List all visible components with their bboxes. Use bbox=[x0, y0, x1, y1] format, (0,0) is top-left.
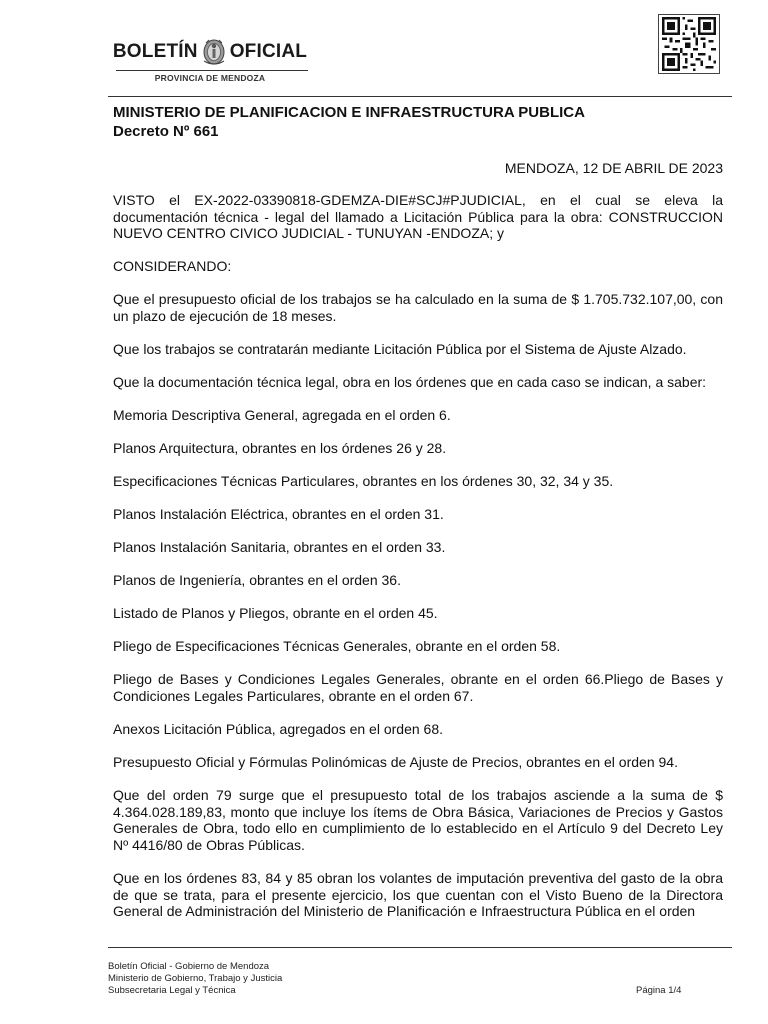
boletin-oficial-logo bbox=[108, 36, 312, 86]
paragraph: Planos Instalación Sanitaria, obrantes en el orden 33. bbox=[113, 539, 446, 556]
header-divider bbox=[108, 96, 732, 97]
paragraph: Que el presupuesto oficial de los trabajos se ha calculado en la suma de $ 1.705.732.107,00, con un plazo de ejecución de 18 meses. bbox=[113, 291, 723, 325]
provincial-seal-icon bbox=[201, 37, 227, 67]
paragraph: Planos Arquitectura, obrantes en los órdenes 26 y 28. bbox=[113, 440, 447, 457]
paragraph: Que los trabajos se contratarán mediante Licitación Pública por el Sistema de Ajuste Alzado. bbox=[113, 341, 687, 358]
decree-date: MENDOZA, 12 DE ABRIL DE 2023 bbox=[504, 160, 723, 176]
qr-code-icon bbox=[658, 14, 720, 74]
paragraph: Listado de Planos y Pliegos, obrante en el orden 45. bbox=[113, 605, 438, 622]
logo-word-left: BOLETÍN bbox=[112, 41, 198, 62]
paragraph: Presupuesto Oficial y Fórmulas Polinómicas de Ajuste de Precios, obrantes en el orden 94. bbox=[113, 753, 678, 770]
decree-body bbox=[113, 192, 723, 936]
paragraph: Anexos Licitación Pública, agregados en el orden 68. bbox=[113, 720, 443, 737]
logo-divider bbox=[116, 70, 308, 71]
paragraph: Que en los órdenes 83, 84 y 85 obran los volantes de imputación preventiva del gasto de la obra de que se trata, para el presente ejercicio, los que cuentan con el Visto Bueno de la Directora General de Administración del Ministerio de Planificación e Infraestructura Pública en el orden bbox=[113, 869, 723, 920]
footer-divider bbox=[108, 947, 732, 948]
paragraph: Pliego de Especificaciones Técnicas Generales, obrante en el orden 58. bbox=[113, 638, 561, 655]
paragraph: Memoria Descriptiva General, agregada en el orden 6. bbox=[113, 407, 451, 424]
footer-line: Boletín Oficial - Gobierno de Mendoza bbox=[108, 961, 270, 972]
paragraph: Especificaciones Técnicas Particulares, obrantes en los órdenes 30, 32, 34 y 35. bbox=[113, 473, 614, 490]
paragraph: Que la documentación técnica legal, obra en los órdenes que en cada caso se indican, a saber: bbox=[113, 374, 707, 391]
logo-subtitle: PROVINCIA DE MENDOZA bbox=[154, 73, 266, 83]
page-number: Página 1/4 bbox=[636, 985, 682, 996]
paragraph: Que del orden 79 surge que el presupuesto total de los trabajos asciende a la suma de $ 4.364.028.189,83, monto que incluye los ítems de Obra Básica, Variaciones de Precios y Gastos Generales de Obra, todo ello en cumplimiento de lo establecido en el Artículo 9 del Decreto Ley Nº 4416/80 de Obras Públicas. bbox=[113, 786, 723, 853]
paragraph-considerando: CONSIDERANDO: bbox=[113, 258, 232, 275]
decree-number: Decreto Nº 661 bbox=[113, 123, 219, 140]
ministry-title: MINISTERIO DE PLANIFICACION E INFRAESTRUCTURA PUBLICA bbox=[113, 104, 585, 121]
paragraph: Planos de Ingeniería, obrantes en el orden 36. bbox=[113, 572, 401, 589]
logo-word-right: OFICIAL bbox=[229, 41, 308, 62]
paragraph: Pliego de Bases y Condiciones Legales Generales, obrante en el orden 66.Pliego de Bases y Condiciones Legales Particulares, obrante en el orden 67. bbox=[113, 671, 723, 704]
footer-line: Ministerio de Gobierno, Trabajo y Justicia bbox=[108, 973, 283, 984]
footer bbox=[108, 961, 282, 997]
paragraph: Planos Instalación Eléctrica, obrantes en el orden 31. bbox=[113, 506, 444, 523]
paragraph-visto: VISTO el EX-2022-03390818-GDEMZA-DIE#SCJ#PJUDICIAL, en el cual se eleva la documentación técnica - legal del llamado a Licitación Pública para la obra: CONSTRUCCION NUEVO CENTRO CIVICO JUDICIAL - TUNUYAN -ENDOZA; y bbox=[113, 192, 723, 242]
footer-line: Subsecretaria Legal y Técnica bbox=[108, 985, 236, 996]
